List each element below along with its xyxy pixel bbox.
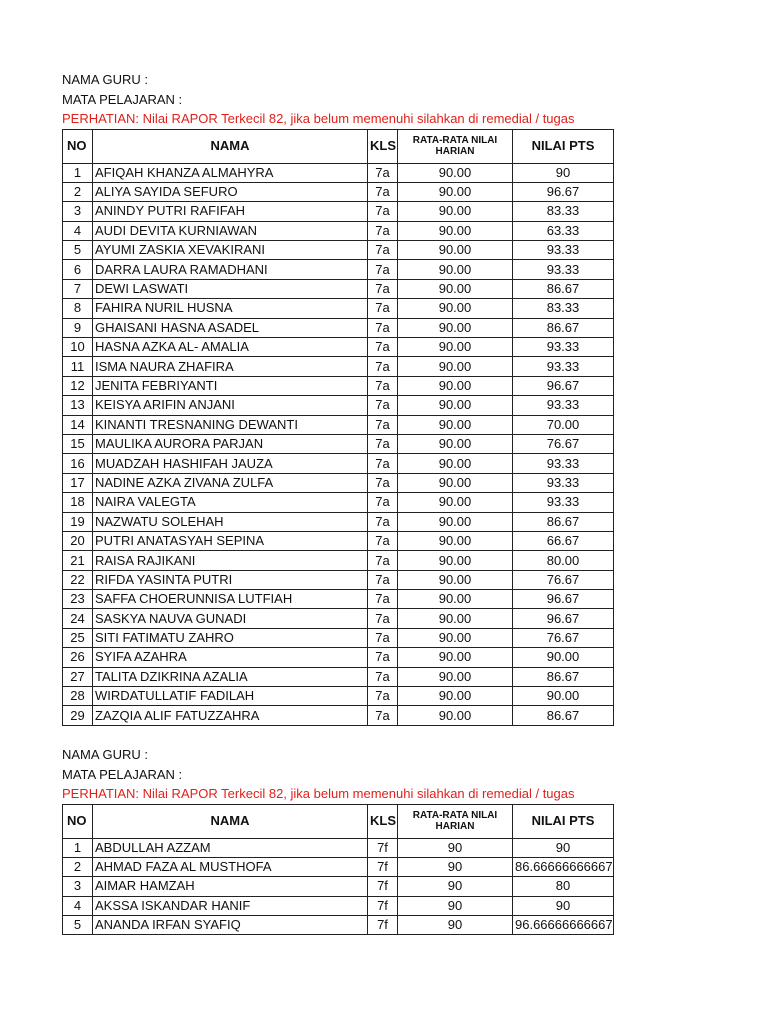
cell-kls: 7a: [368, 182, 398, 201]
cell-rata-rata: 90.00: [398, 590, 513, 609]
cell-nilai-pts: 93.33: [513, 454, 614, 473]
cell-rata-rata: 90.00: [398, 221, 513, 240]
cell-nama: KEISYA ARIFIN ANJANI: [93, 396, 368, 415]
cell-no: 5: [63, 916, 93, 935]
cell-nilai-pts: 83.33: [513, 299, 614, 318]
cell-nilai-pts: 96.67: [513, 182, 614, 201]
cell-rata-rata: 90.00: [398, 415, 513, 434]
header-nama: NAMA: [93, 804, 368, 838]
cell-nama: ISMA NAURA ZHAFIRA: [93, 357, 368, 376]
cell-rata-rata: 90.00: [398, 318, 513, 337]
cell-nama: SITI FATIMATU ZAHRO: [93, 628, 368, 647]
cell-no: 10: [63, 338, 93, 357]
cell-nilai-pts: 76.67: [513, 570, 614, 589]
cell-rata-rata: 90.00: [398, 454, 513, 473]
cell-nama: AFIQAH KHANZA ALMAHYRA: [93, 163, 368, 182]
cell-rata-rata: 90: [398, 877, 513, 896]
table-row: [63, 415, 614, 434]
cell-no: 9: [63, 318, 93, 337]
cell-nama: SAFFA CHOERUNNISA LUTFIAH: [93, 590, 368, 609]
cell-rata-rata: 90.00: [398, 434, 513, 453]
cell-no: 14: [63, 415, 93, 434]
cell-nilai-pts: 96.67: [513, 590, 614, 609]
cell-nama: FAHIRA NURIL HUSNA: [93, 299, 368, 318]
cell-no: 1: [63, 163, 93, 182]
cell-no: 25: [63, 628, 93, 647]
cell-nama: DARRA LAURA RAMADHANI: [93, 260, 368, 279]
cell-rata-rata: 90.00: [398, 299, 513, 318]
cell-kls: 7a: [368, 473, 398, 492]
cell-no: 21: [63, 551, 93, 570]
cell-rata-rata: 90: [398, 916, 513, 935]
cell-nilai-pts: 96.67: [513, 376, 614, 395]
cell-nilai-pts: 70.00: [513, 415, 614, 434]
cell-nilai-pts: 86.67: [513, 279, 614, 298]
cell-nilai-pts: 90.00: [513, 648, 614, 667]
table-row: [63, 551, 614, 570]
cell-rata-rata: 90.00: [398, 241, 513, 260]
cell-kls: 7f: [368, 838, 398, 857]
cell-no: 3: [63, 877, 93, 896]
cell-rata-rata: 90.00: [398, 609, 513, 628]
mata-pelajaran-label: MATA PELAJARAN :: [62, 766, 183, 782]
cell-rata-rata: 90.00: [398, 628, 513, 647]
cell-rata-rata: 90.00: [398, 667, 513, 686]
cell-no: 27: [63, 667, 93, 686]
cell-rata-rata: 90.00: [398, 473, 513, 492]
cell-rata-rata: 90.00: [398, 648, 513, 667]
cell-kls: 7f: [368, 896, 398, 915]
cell-rata-rata: 90.00: [398, 396, 513, 415]
table-row: [63, 182, 614, 201]
cell-no: 17: [63, 473, 93, 492]
table-row: [63, 434, 614, 453]
cell-rata-rata: 90: [398, 896, 513, 915]
cell-nama: ANINDY PUTRI RAFIFAH: [93, 202, 368, 221]
cell-nama: AIMAR HAMZAH: [93, 877, 368, 896]
table-row: [63, 916, 614, 935]
header-nama: NAMA: [93, 129, 368, 163]
cell-nama: ZAZQIA ALIF FATUZZAHRA: [93, 706, 368, 725]
cell-nilai-pts: 93.33: [513, 241, 614, 260]
table-row: [63, 531, 614, 550]
cell-nilai-pts: 93.33: [513, 493, 614, 512]
cell-nilai-pts: 76.67: [513, 434, 614, 453]
header-no: NO: [63, 804, 93, 838]
cell-kls: 7a: [368, 706, 398, 725]
cell-no: 5: [63, 241, 93, 260]
cell-no: 19: [63, 512, 93, 531]
cell-nama: GHAISANI HASNA ASADEL: [93, 318, 368, 337]
header-no: NO: [63, 129, 93, 163]
cell-nilai-pts: 86.67: [513, 512, 614, 531]
cell-kls: 7f: [368, 916, 398, 935]
cell-nilai-pts: 86.67: [513, 667, 614, 686]
cell-nama: PUTRI ANATASYAH SEPINA: [93, 531, 368, 550]
cell-nama: WIRDATULLATIF FADILAH: [93, 687, 368, 706]
section-1: [62, 70, 606, 726]
cell-nilai-pts: 93.33: [513, 473, 614, 492]
cell-kls: 7a: [368, 299, 398, 318]
cell-nama: ALIYA SAYIDA SEFURO: [93, 182, 368, 201]
cell-kls: 7a: [368, 531, 398, 550]
section-2: [62, 745, 613, 935]
cell-no: 2: [63, 857, 93, 876]
header-nilai-pts: NILAI PTS: [513, 129, 614, 163]
cell-kls: 7a: [368, 318, 398, 337]
table-row: [63, 376, 614, 395]
cell-no: 12: [63, 376, 93, 395]
cell-kls: 7a: [368, 590, 398, 609]
cell-nama: MUADZAH HASHIFAH JAUZA: [93, 454, 368, 473]
cell-rata-rata: 90.00: [398, 202, 513, 221]
cell-nilai-pts: 80: [513, 877, 614, 896]
cell-kls: 7a: [368, 628, 398, 647]
table-row: [63, 202, 614, 221]
cell-nama: AHMAD FAZA AL MUSTHOFA: [93, 857, 368, 876]
cell-kls: 7a: [368, 357, 398, 376]
cell-rata-rata: 90.00: [398, 260, 513, 279]
cell-rata-rata: 90.00: [398, 357, 513, 376]
cell-nama: NAIRA VALEGTA: [93, 493, 368, 512]
header-rata-rata: RATA-RATA NILAI HARIAN: [398, 804, 513, 838]
cell-kls: 7a: [368, 687, 398, 706]
table-header-row: [63, 129, 614, 163]
cell-kls: 7a: [368, 454, 398, 473]
cell-no: 13: [63, 396, 93, 415]
table-row: [63, 896, 614, 915]
cell-kls: 7a: [368, 396, 398, 415]
cell-nama: KINANTI TRESNANING DEWANTI: [93, 415, 368, 434]
header-kls: KLS: [368, 129, 398, 163]
cell-kls: 7a: [368, 493, 398, 512]
table-row: [63, 648, 614, 667]
cell-rata-rata: 90.00: [398, 279, 513, 298]
nama-guru-label: NAMA GURU :: [62, 72, 148, 87]
cell-no: 7: [63, 279, 93, 298]
cell-kls: 7a: [368, 434, 398, 453]
cell-nilai-pts: 86.66666666667: [513, 857, 614, 876]
cell-nilai-pts: 90: [513, 163, 614, 182]
cell-no: 24: [63, 609, 93, 628]
table-row: [63, 396, 614, 415]
table-row: [63, 454, 614, 473]
table-row: [63, 221, 614, 240]
table-row: [63, 512, 614, 531]
table-row: [63, 493, 614, 512]
mata-pelajaran-label: MATA PELAJARAN :: [62, 91, 183, 107]
cell-nilai-pts: 96.67: [513, 609, 614, 628]
cell-nama: DEWI LASWATI: [93, 279, 368, 298]
cell-nama: AYUMI ZASKIA XEVAKIRANI: [93, 241, 368, 260]
cell-no: 4: [63, 896, 93, 915]
cell-kls: 7a: [368, 570, 398, 589]
cell-nilai-pts: 90: [513, 838, 614, 857]
cell-nilai-pts: 86.67: [513, 706, 614, 725]
cell-nama: MAULIKA AURORA PARJAN: [93, 434, 368, 453]
table-row: [63, 667, 614, 686]
table-row: [63, 473, 614, 492]
cell-nilai-pts: 93.33: [513, 338, 614, 357]
table-row: [63, 299, 614, 318]
cell-nama: RAISA RAJIKANI: [93, 551, 368, 570]
cell-nama: SYIFA AZAHRA: [93, 648, 368, 667]
table-row: [63, 357, 614, 376]
cell-kls: 7a: [368, 338, 398, 357]
table-row: [63, 706, 614, 725]
cell-rata-rata: 90.00: [398, 706, 513, 725]
table-row: [63, 163, 614, 182]
cell-kls: 7f: [368, 877, 398, 896]
table-row: [63, 609, 614, 628]
cell-no: 16: [63, 454, 93, 473]
cell-no: 15: [63, 434, 93, 453]
cell-no: 6: [63, 260, 93, 279]
cell-nama: ABDULLAH AZZAM: [93, 838, 368, 857]
cell-kls: 7a: [368, 221, 398, 240]
cell-nilai-pts: 93.33: [513, 357, 614, 376]
cell-rata-rata: 90.00: [398, 531, 513, 550]
table-row: [63, 241, 614, 260]
cell-nilai-pts: 90.00: [513, 687, 614, 706]
cell-nilai-pts: 83.33: [513, 202, 614, 221]
table-row: [63, 687, 614, 706]
cell-no: 4: [63, 221, 93, 240]
cell-kls: 7a: [368, 202, 398, 221]
cell-nilai-pts: 96.66666666667: [513, 916, 614, 935]
table-row: [63, 338, 614, 357]
perhatian-notice: PERHATIAN: Nilai RAPOR Terkecil 82, jika belum memenuhi silahkan di remedial / tugas: [62, 786, 575, 801]
cell-no: 8: [63, 299, 93, 318]
cell-rata-rata: 90.00: [398, 493, 513, 512]
cell-no: 23: [63, 590, 93, 609]
cell-nilai-pts: 76.67: [513, 628, 614, 647]
cell-nama: ANANDA IRFAN SYAFIQ: [93, 916, 368, 935]
cell-nama: RIFDA YASINTA PUTRI: [93, 570, 368, 589]
cell-rata-rata: 90.00: [398, 376, 513, 395]
cell-kls: 7a: [368, 648, 398, 667]
cell-nama: AUDI DEVITA KURNIAWAN: [93, 221, 368, 240]
cell-rata-rata: 90.00: [398, 512, 513, 531]
cell-nilai-pts: 90: [513, 896, 614, 915]
cell-nilai-pts: 66.67: [513, 531, 614, 550]
cell-no: 3: [63, 202, 93, 221]
cell-kls: 7a: [368, 667, 398, 686]
cell-kls: 7a: [368, 163, 398, 182]
cell-nama: NAZWATU SOLEHAH: [93, 512, 368, 531]
cell-nama: SASKYA NAUVA GUNADI: [93, 609, 368, 628]
cell-nilai-pts: 86.67: [513, 318, 614, 337]
cell-no: 28: [63, 687, 93, 706]
table-row: [63, 628, 614, 647]
cell-rata-rata: 90: [398, 838, 513, 857]
table-row: [63, 590, 614, 609]
cell-no: 20: [63, 531, 93, 550]
table-row: [63, 318, 614, 337]
cell-no: 2: [63, 182, 93, 201]
cell-kls: 7a: [368, 279, 398, 298]
cell-kls: 7a: [368, 609, 398, 628]
cell-kls: 7a: [368, 241, 398, 260]
cell-rata-rata: 90.00: [398, 570, 513, 589]
cell-nilai-pts: 63.33: [513, 221, 614, 240]
table-row: [63, 570, 614, 589]
cell-kls: 7a: [368, 415, 398, 434]
table-row: [63, 877, 614, 896]
table-row: [63, 279, 614, 298]
cell-no: 11: [63, 357, 93, 376]
cell-rata-rata: 90: [398, 857, 513, 876]
table-row: [63, 260, 614, 279]
cell-rata-rata: 90.00: [398, 338, 513, 357]
cell-no: 18: [63, 493, 93, 512]
cell-nama: AKSSA ISKANDAR HANIF: [93, 896, 368, 915]
header-nilai-pts: NILAI PTS: [513, 804, 614, 838]
header-kls: KLS: [368, 804, 398, 838]
cell-nama: HASNA AZKA AL- AMALIA: [93, 338, 368, 357]
nama-guru-label: NAMA GURU :: [62, 747, 148, 762]
cell-kls: 7a: [368, 260, 398, 279]
table-header-row: [63, 804, 614, 838]
grades-table: [62, 129, 614, 726]
header-rata-rata: RATA-RATA NILAI HARIAN: [398, 129, 513, 163]
cell-rata-rata: 90.00: [398, 163, 513, 182]
cell-nilai-pts: 93.33: [513, 260, 614, 279]
cell-no: 29: [63, 706, 93, 725]
cell-nama: TALITA DZIKRINA AZALIA: [93, 667, 368, 686]
cell-nama: NADINE AZKA ZIVANA ZULFA: [93, 473, 368, 492]
cell-kls: 7f: [368, 857, 398, 876]
table-row: [63, 857, 614, 876]
cell-nilai-pts: 80.00: [513, 551, 614, 570]
perhatian-notice: PERHATIAN: Nilai RAPOR Terkecil 82, jika belum memenuhi silahkan di remedial / tugas: [62, 111, 575, 126]
grades-table: [62, 804, 614, 936]
cell-no: 1: [63, 838, 93, 857]
cell-nilai-pts: 93.33: [513, 396, 614, 415]
cell-nama: JENITA FEBRIYANTI: [93, 376, 368, 395]
cell-kls: 7a: [368, 376, 398, 395]
cell-kls: 7a: [368, 551, 398, 570]
cell-kls: 7a: [368, 512, 398, 531]
cell-no: 22: [63, 570, 93, 589]
cell-rata-rata: 90.00: [398, 687, 513, 706]
cell-rata-rata: 90.00: [398, 182, 513, 201]
table-row: [63, 838, 614, 857]
cell-rata-rata: 90.00: [398, 551, 513, 570]
cell-no: 26: [63, 648, 93, 667]
